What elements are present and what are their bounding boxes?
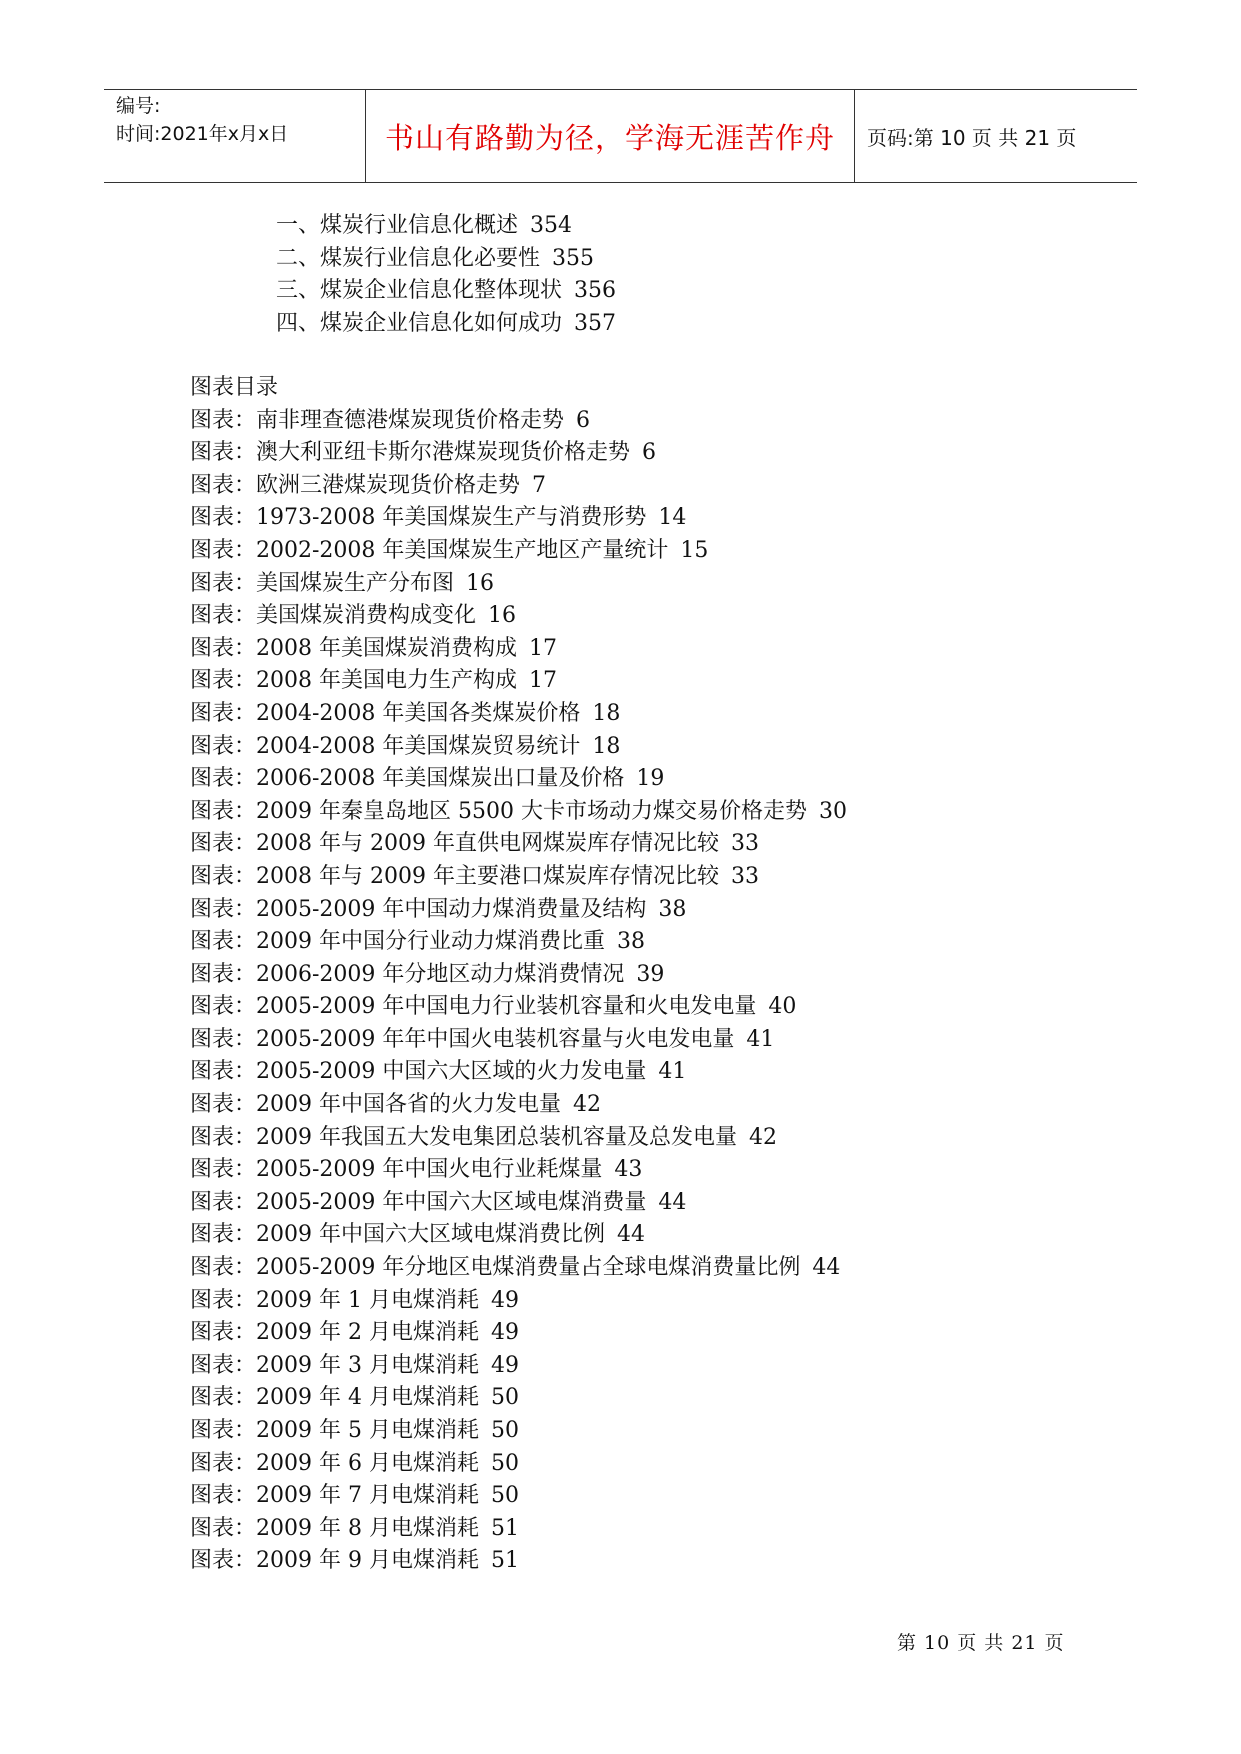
figure-page: 18 bbox=[592, 733, 621, 759]
figure-title: 图表：2002-2008 年美国煤炭生产地区产量统计 bbox=[190, 537, 669, 563]
figure-page: 41 bbox=[746, 1026, 775, 1052]
figure-page: 6 bbox=[642, 440, 657, 466]
figure-page: 15 bbox=[680, 537, 709, 563]
figure-list-item[interactable] bbox=[190, 633, 847, 666]
figure-list-item[interactable] bbox=[190, 959, 847, 992]
figure-list-item[interactable] bbox=[190, 1252, 847, 1285]
figure-title: 图表：2008 年与 2009 年直供电网煤炭库存情况比较 bbox=[190, 831, 719, 857]
figure-page: 51 bbox=[490, 1515, 519, 1541]
figure-page: 16 bbox=[488, 603, 517, 629]
figure-page: 17 bbox=[528, 635, 557, 661]
figure-title: 图表：南非理查德港煤炭现货价格走势 bbox=[190, 407, 565, 433]
figure-list-item[interactable] bbox=[190, 1545, 847, 1578]
figure-list-item[interactable] bbox=[190, 502, 847, 535]
figure-title: 图表：美国煤炭生产分布图 bbox=[190, 570, 455, 596]
figure-list-item[interactable] bbox=[190, 861, 847, 894]
figure-title: 图表：2009 年中国分行业动力煤消费比重 bbox=[190, 929, 605, 955]
page-footer: 第 10 页 共 21 页 bbox=[897, 1632, 1065, 1654]
figure-list-item[interactable] bbox=[190, 1056, 847, 1089]
figure-title: 图表：2009 年中国各省的火力发电量 bbox=[190, 1092, 561, 1118]
figure-title: 图表：2005-2009 年中国动力煤消费量及结构 bbox=[190, 896, 647, 922]
page-header bbox=[104, 89, 1137, 183]
figure-title: 图表：2008 年与 2009 年主要港口煤炭库存情况比较 bbox=[190, 863, 719, 889]
header-page-info: 页码:第 10 页 共 21 页 bbox=[867, 125, 1077, 150]
toc-item[interactable] bbox=[276, 275, 616, 308]
figure-items bbox=[190, 405, 847, 1578]
figure-page: 51 bbox=[490, 1548, 519, 1574]
toc-item[interactable] bbox=[276, 308, 616, 341]
figure-title: 图表：2009 年 5 月电煤消耗 bbox=[190, 1418, 479, 1443]
figure-title: 图表：2005-2009 年中国电力行业装机容量和火电发电量 bbox=[190, 994, 757, 1020]
toc-item[interactable] bbox=[276, 210, 616, 243]
figure-title: 图表：2009 年 7 月电煤消耗 bbox=[190, 1483, 479, 1509]
figure-page: 44 bbox=[658, 1189, 687, 1215]
figure-title: 图表：2009 年 6 月电煤消耗 bbox=[190, 1450, 479, 1476]
header-meta bbox=[104, 90, 366, 182]
figure-list-item[interactable] bbox=[190, 1415, 847, 1448]
figure-list-item[interactable] bbox=[190, 1513, 847, 1546]
figure-page: 43 bbox=[614, 1157, 643, 1183]
figure-page: 18 bbox=[592, 700, 621, 726]
figure-list bbox=[190, 372, 847, 1578]
figure-page: 19 bbox=[636, 766, 665, 792]
figure-list-item[interactable] bbox=[190, 600, 847, 633]
serial-number-label: 编号: bbox=[116, 95, 161, 117]
figure-page: 41 bbox=[658, 1059, 687, 1085]
figure-list-item[interactable] bbox=[190, 1024, 847, 1057]
figure-page: 50 bbox=[490, 1418, 519, 1443]
figure-title: 图表：2009 年中国六大区域电煤消费比例 bbox=[190, 1222, 605, 1248]
toc-item-title: 二、煤炭行业信息化必要性 bbox=[276, 245, 541, 271]
figure-list-item[interactable] bbox=[190, 1350, 847, 1383]
toc-item-title: 三、煤炭企业信息化整体现状 bbox=[276, 278, 563, 304]
figure-title: 图表：2006-2008 年美国煤炭出口量及价格 bbox=[190, 766, 625, 792]
toc-item-page: 357 bbox=[574, 310, 617, 336]
figure-title: 图表：2009 年秦皇岛地区 5500 大卡市场动力煤交易价格走势 bbox=[190, 798, 807, 824]
figure-title: 图表：1973-2008 年美国煤炭生产与消费形势 bbox=[190, 505, 647, 531]
figure-page: 6 bbox=[576, 407, 591, 433]
figure-title: 图表：2009 年我国五大发电集团总装机容量及总发电量 bbox=[190, 1124, 737, 1150]
figure-title: 图表：2004-2008 年美国煤炭贸易统计 bbox=[190, 733, 581, 759]
figure-title: 图表：2005-2009 年中国六大区域电煤消费量 bbox=[190, 1189, 647, 1215]
figure-page: 44 bbox=[812, 1255, 841, 1281]
section-toc bbox=[276, 210, 616, 340]
figure-title: 图表：2008 年美国煤炭消费构成 bbox=[190, 635, 517, 661]
figure-list-item[interactable] bbox=[190, 926, 847, 959]
figure-list-title: 图表目录 bbox=[190, 375, 279, 400]
figure-list-item[interactable] bbox=[190, 894, 847, 927]
figure-page: 50 bbox=[490, 1385, 519, 1411]
figure-page: 49 bbox=[490, 1320, 519, 1346]
figure-title: 图表：2008 年美国电力生产构成 bbox=[190, 668, 517, 694]
figure-list-item[interactable] bbox=[190, 796, 847, 829]
figure-list-item[interactable] bbox=[190, 731, 847, 764]
figure-title: 图表：2009 年 8 月电煤消耗 bbox=[190, 1515, 479, 1541]
figure-list-item[interactable] bbox=[190, 1317, 847, 1350]
figure-title: 图表：2005-2009 年年中国火电装机容量与火电发电量 bbox=[190, 1026, 735, 1052]
figure-list-item[interactable] bbox=[190, 828, 847, 861]
figure-title: 图表：2005-2009 年分地区电煤消费量占全球电煤消费量比例 bbox=[190, 1255, 801, 1281]
figure-page: 50 bbox=[490, 1483, 519, 1509]
figure-list-item[interactable] bbox=[190, 1448, 847, 1481]
figure-page: 49 bbox=[490, 1287, 519, 1313]
figure-page: 33 bbox=[730, 831, 759, 857]
header-motto: 书山有路勤为径，学海无涯苦作舟 bbox=[366, 90, 855, 182]
figure-page: 42 bbox=[748, 1124, 777, 1150]
figure-title: 图表：美国煤炭消费构成变化 bbox=[190, 603, 477, 629]
figure-list-item[interactable] bbox=[190, 665, 847, 698]
figure-title: 图表：2009 年 4 月电煤消耗 bbox=[190, 1385, 479, 1411]
figure-title: 图表：2006-2009 年分地区动力煤消费情况 bbox=[190, 961, 625, 987]
figure-list-item[interactable] bbox=[190, 1122, 847, 1155]
figure-page: 7 bbox=[532, 472, 547, 498]
figure-list-item[interactable] bbox=[190, 405, 847, 438]
figure-title: 图表：2009 年 1 月电煤消耗 bbox=[190, 1287, 479, 1313]
figure-title: 图表：2004-2008 年美国各类煤炭价格 bbox=[190, 700, 581, 726]
toc-item-page: 355 bbox=[552, 245, 595, 271]
figure-title: 图表：2009 年 9 月电煤消耗 bbox=[190, 1548, 479, 1574]
figure-title: 图表：2005-2009 年中国火电行业耗煤量 bbox=[190, 1157, 603, 1183]
figure-list-item[interactable] bbox=[190, 763, 847, 796]
figure-page: 50 bbox=[490, 1450, 519, 1476]
figure-list-item[interactable] bbox=[190, 535, 847, 568]
figure-page: 17 bbox=[528, 668, 557, 694]
figure-list-item[interactable] bbox=[190, 1382, 847, 1415]
date-label: 时间:2021年x月x日 bbox=[116, 123, 289, 145]
figure-page: 30 bbox=[818, 798, 847, 824]
figure-page: 16 bbox=[466, 570, 495, 596]
figure-title: 图表：2009 年 3 月电煤消耗 bbox=[190, 1352, 479, 1378]
figure-list-item[interactable] bbox=[190, 1187, 847, 1220]
figure-list-item[interactable] bbox=[190, 991, 847, 1024]
figure-list-item[interactable] bbox=[190, 1285, 847, 1318]
figure-page: 40 bbox=[768, 994, 797, 1020]
figure-list-item[interactable] bbox=[190, 1154, 847, 1187]
figure-list-item[interactable] bbox=[190, 1480, 847, 1513]
figure-list-item[interactable] bbox=[190, 568, 847, 601]
figure-page: 44 bbox=[616, 1222, 645, 1248]
toc-item[interactable] bbox=[276, 243, 616, 276]
figure-page: 49 bbox=[490, 1352, 519, 1378]
figure-list-item[interactable] bbox=[190, 1089, 847, 1122]
figure-title: 图表：2009 年 2 月电煤消耗 bbox=[190, 1320, 479, 1346]
figure-page: 38 bbox=[616, 929, 645, 955]
figure-list-item[interactable] bbox=[190, 470, 847, 503]
figure-page: 38 bbox=[658, 896, 687, 922]
figure-page: 33 bbox=[730, 863, 759, 889]
toc-item-page: 356 bbox=[574, 278, 617, 304]
figure-list-item[interactable] bbox=[190, 698, 847, 731]
figure-list-item[interactable] bbox=[190, 1219, 847, 1252]
figure-page: 39 bbox=[636, 961, 665, 987]
figure-title: 图表：欧洲三港煤炭现货价格走势 bbox=[190, 472, 521, 498]
figure-page: 14 bbox=[658, 505, 687, 531]
figure-title: 图表：澳大利亚纽卡斯尔港煤炭现货价格走势 bbox=[190, 440, 631, 466]
toc-item-title: 一、煤炭行业信息化概述 bbox=[276, 213, 519, 238]
figure-page: 42 bbox=[572, 1092, 601, 1118]
figure-title: 图表：2005-2009 中国六大区域的火力发电量 bbox=[190, 1059, 647, 1085]
figure-list-item[interactable] bbox=[190, 437, 847, 470]
toc-item-page: 354 bbox=[530, 213, 573, 238]
toc-item-title: 四、煤炭企业信息化如何成功 bbox=[276, 310, 563, 336]
